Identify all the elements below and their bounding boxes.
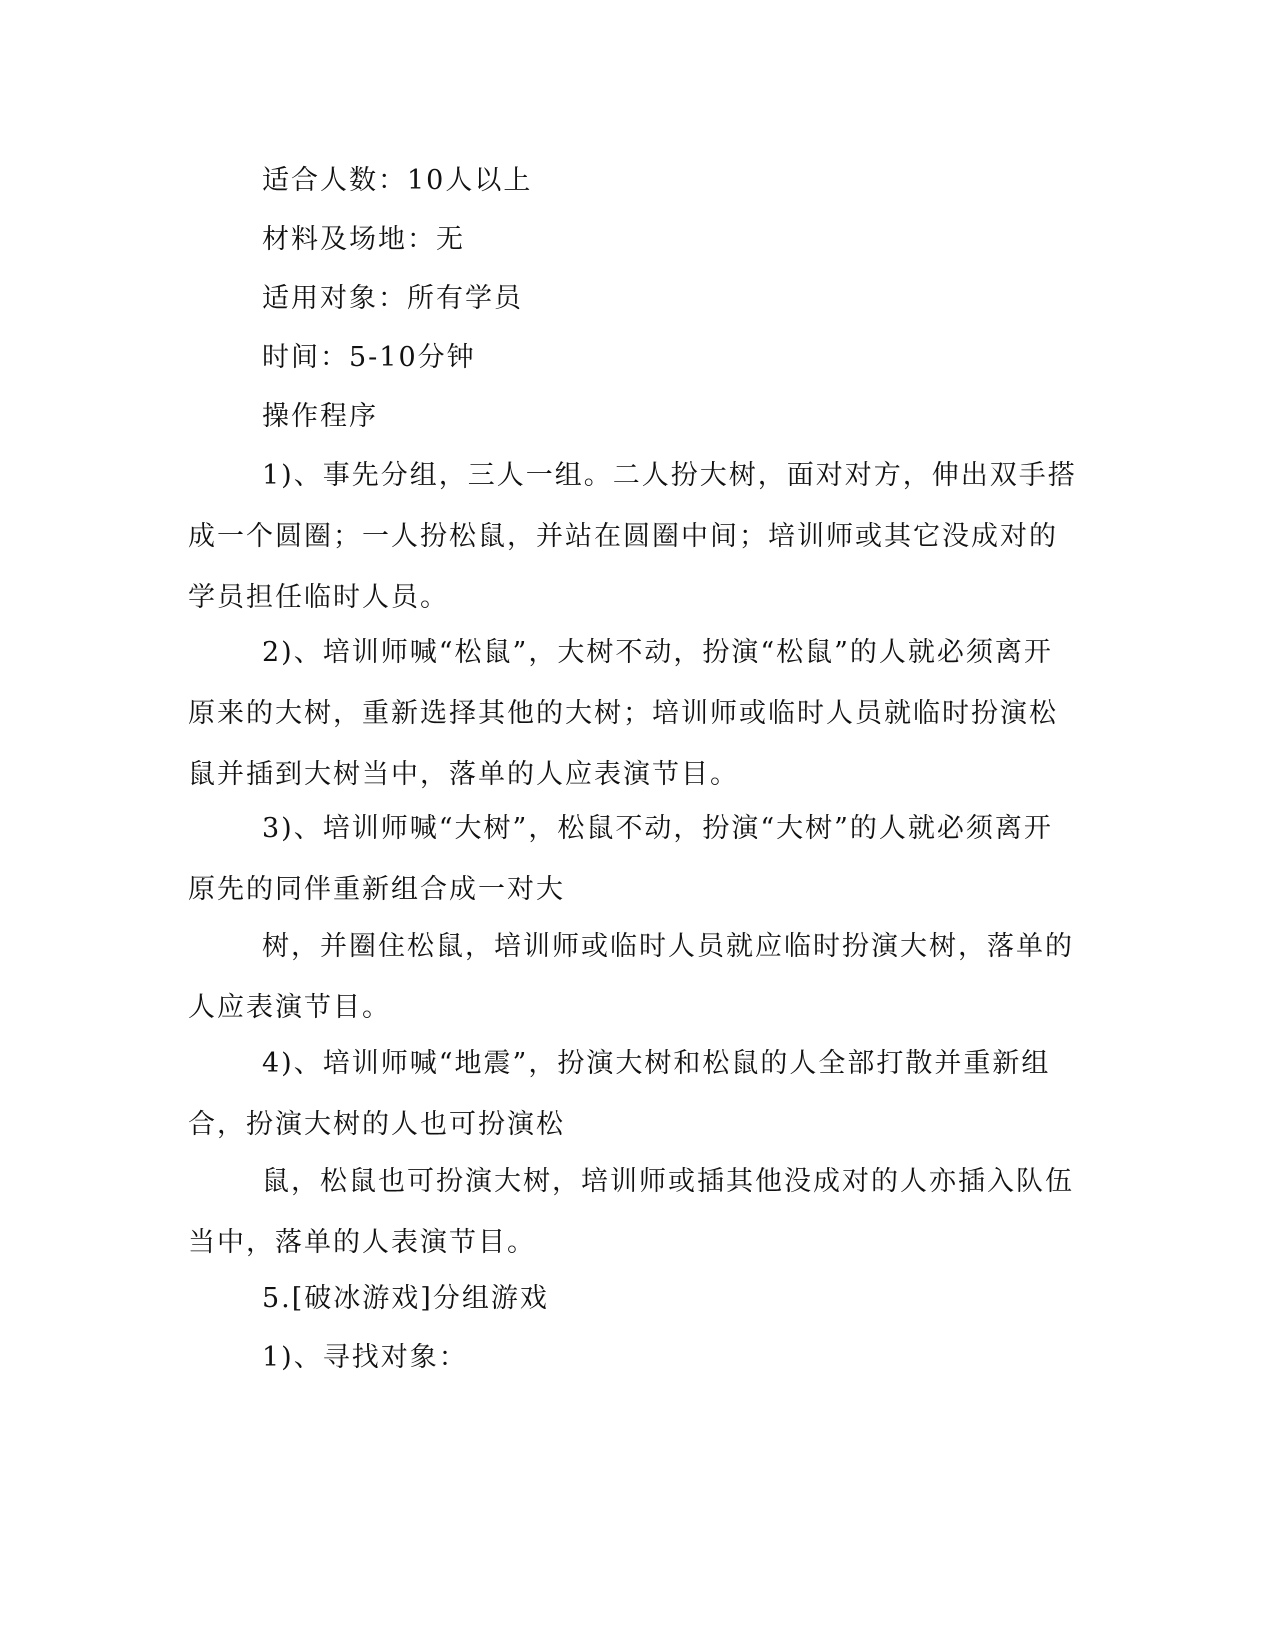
paragraph-step-4: 4)、培训师喊“地震”，扮演大树和松鼠的人全部打散并重新组合，扮演大树的人也可扮演松 bbox=[188, 1048, 1051, 1140]
paragraph-participants: 适合人数：10人以上 bbox=[262, 165, 533, 196]
paragraph-step-1: 1)、事先分组，三人一组。二人扮大树，面对对方，伸出双手搭成一个圆圈；一人扮松鼠，并站在圆圈中间；培训师或其它没成对的学员担任临时人员。 bbox=[188, 460, 1077, 613]
paragraph-step-4-continued: 鼠，松鼠也可扮演大树，培训师或插其他没成对的人亦插入队伍当中，落单的人表演节目。 bbox=[188, 1166, 1074, 1258]
paragraph-step-2: 2)、培训师喊“松鼠”，大树不动，扮演“松鼠”的人就必须离开原来的大树，重新选择其他的大树；培训师或临时人员就临时扮演松鼠并插到大树当中，落单的人应表演节目。 bbox=[188, 637, 1058, 790]
paragraph-audience: 适用对象：所有学员 bbox=[262, 283, 523, 314]
paragraph-materials: 材料及场地：无 bbox=[262, 224, 465, 255]
paragraph-procedure-heading: 操作程序 bbox=[262, 401, 378, 432]
paragraph-time: 时间：5-10分钟 bbox=[262, 342, 476, 373]
paragraph-section-heading: 5.[破冰游戏]分组游戏 bbox=[262, 1283, 549, 1314]
paragraph-step-3-continued: 树，并圈住松鼠，培训师或临时人员就应临时扮演大树，落单的人应表演节目。 bbox=[188, 931, 1074, 1023]
paragraph-step-3: 3)、培训师喊“大树”，松鼠不动，扮演“大树”的人就必须离开原先的同伴重新组合成一对大 bbox=[188, 813, 1053, 905]
paragraph-subsection-1: 1)、寻找对象： bbox=[262, 1342, 468, 1373]
